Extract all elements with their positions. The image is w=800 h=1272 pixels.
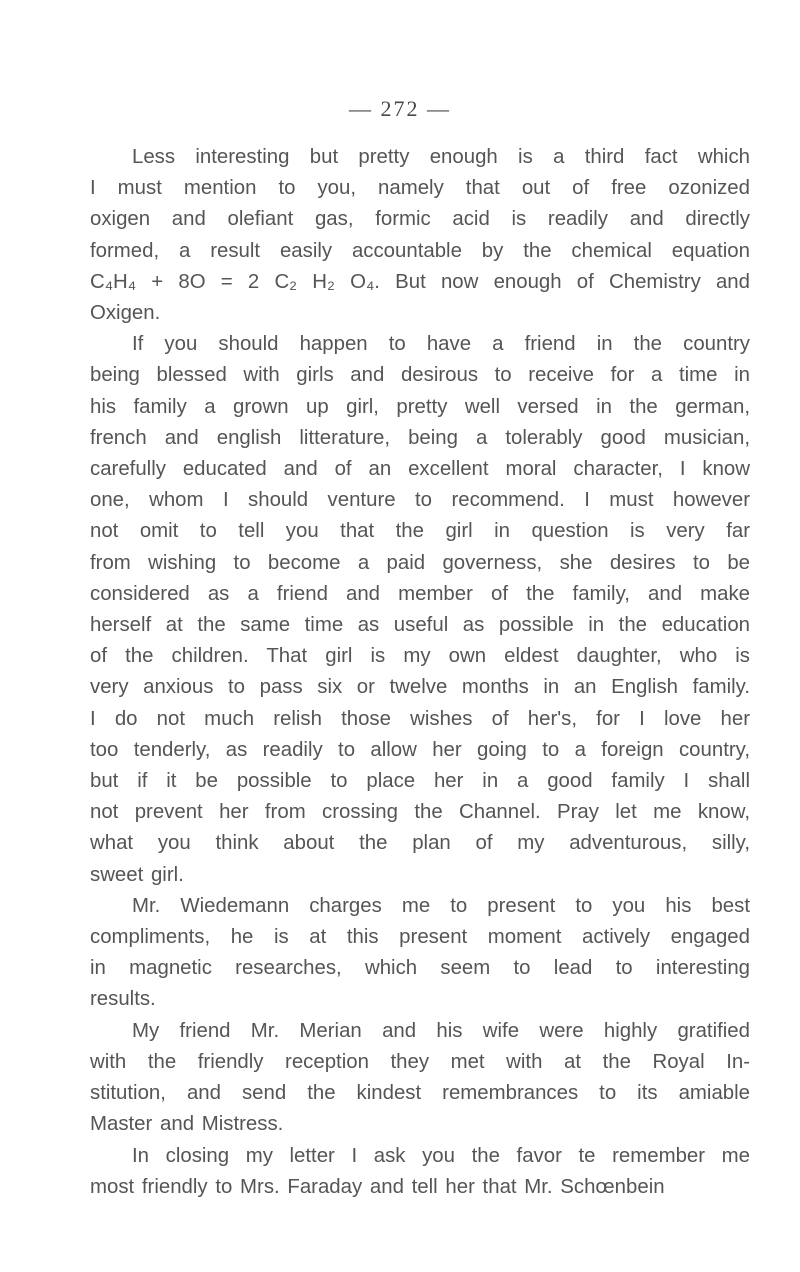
text-line: most friendly to Mrs. Faraday and tell her that Mr. Schœnbein bbox=[90, 1175, 665, 1198]
text-line: If you should happen to have a friend in the country bbox=[132, 333, 750, 356]
paragraph bbox=[90, 891, 750, 1016]
text-line: too tenderly, as readily to allow her going to a foreign country, bbox=[90, 738, 750, 761]
text-line: being blessed with girls and desirous to receive for a time in bbox=[90, 364, 750, 387]
text-line: considered as a friend and member of the family, and make bbox=[90, 582, 750, 605]
text-line: sweet girl. bbox=[90, 863, 184, 886]
text-line: Master and Mistress. bbox=[90, 1113, 284, 1136]
text-line: formed, a result easily accountable by the chemical equation bbox=[90, 239, 750, 262]
text-line: not omit to tell you that the girl in question is very far bbox=[90, 520, 750, 543]
text-line: compliments, he is at this present moment actively engaged bbox=[90, 926, 750, 949]
text-line: from wishing to become a paid governess, she desires to be bbox=[90, 551, 750, 574]
text-line: carefully educated and of an excellent moral character, I know bbox=[90, 458, 750, 481]
paragraph bbox=[90, 142, 750, 329]
text-line: french and english litterature, being a tolerably good musician, bbox=[90, 426, 750, 449]
text-line: with the friendly reception they met with at the Royal In- bbox=[90, 1050, 750, 1073]
text-line: My friend Mr. Merian and his wife were highly gratified bbox=[132, 1019, 750, 1042]
page-number: — 272 — bbox=[349, 96, 451, 121]
text-line: In closing my letter I ask you the favor te remember me bbox=[132, 1144, 750, 1167]
text-line: one, whom I should venture to recommend. I must however bbox=[90, 489, 750, 512]
text-line: stitution, and send the kindest remembrances to its amiable bbox=[90, 1082, 750, 1105]
text-line: in magnetic researches, which seem to lead to interesting bbox=[90, 957, 750, 980]
text-line: I do not much relish those wishes of her's, for I love her bbox=[90, 707, 750, 730]
text-line: results. bbox=[90, 988, 156, 1011]
text-line: oxigen and olefiant gas, formic acid is readily and directly bbox=[90, 208, 750, 231]
text-line: very anxious to pass six or twelve months in an English family. bbox=[90, 676, 750, 699]
text-line: Mr. Wiedemann charges me to present to you his best bbox=[132, 894, 750, 917]
text-line: herself at the same time as useful as possible in the education bbox=[90, 614, 750, 637]
text-line: but if it be possible to place her in a good family I shall bbox=[90, 770, 750, 793]
paragraph bbox=[90, 329, 750, 891]
text-line: Oxigen. bbox=[90, 302, 161, 325]
text-line: Less interesting but pretty enough is a third fact which bbox=[132, 146, 750, 168]
text-line: not prevent her from crossing the Channel. Pray let me know, bbox=[90, 801, 750, 824]
text-line: his family a grown up girl, pretty well versed in the german, bbox=[90, 395, 750, 418]
text-line: what you think about the plan of my adventurous, silly, bbox=[90, 832, 750, 855]
text-line: I must mention to you, namely that out of free ozonized bbox=[90, 177, 750, 200]
letter-text bbox=[90, 142, 750, 1203]
paragraph bbox=[90, 1016, 750, 1141]
text-line: of the children. That girl is my own eldest daughter, who is bbox=[90, 645, 750, 668]
text-line: C₄H₄ + 8O = 2 C₂ H₂ O₄. But now enough of Chemistry and bbox=[90, 270, 750, 293]
paragraph bbox=[90, 1141, 750, 1203]
